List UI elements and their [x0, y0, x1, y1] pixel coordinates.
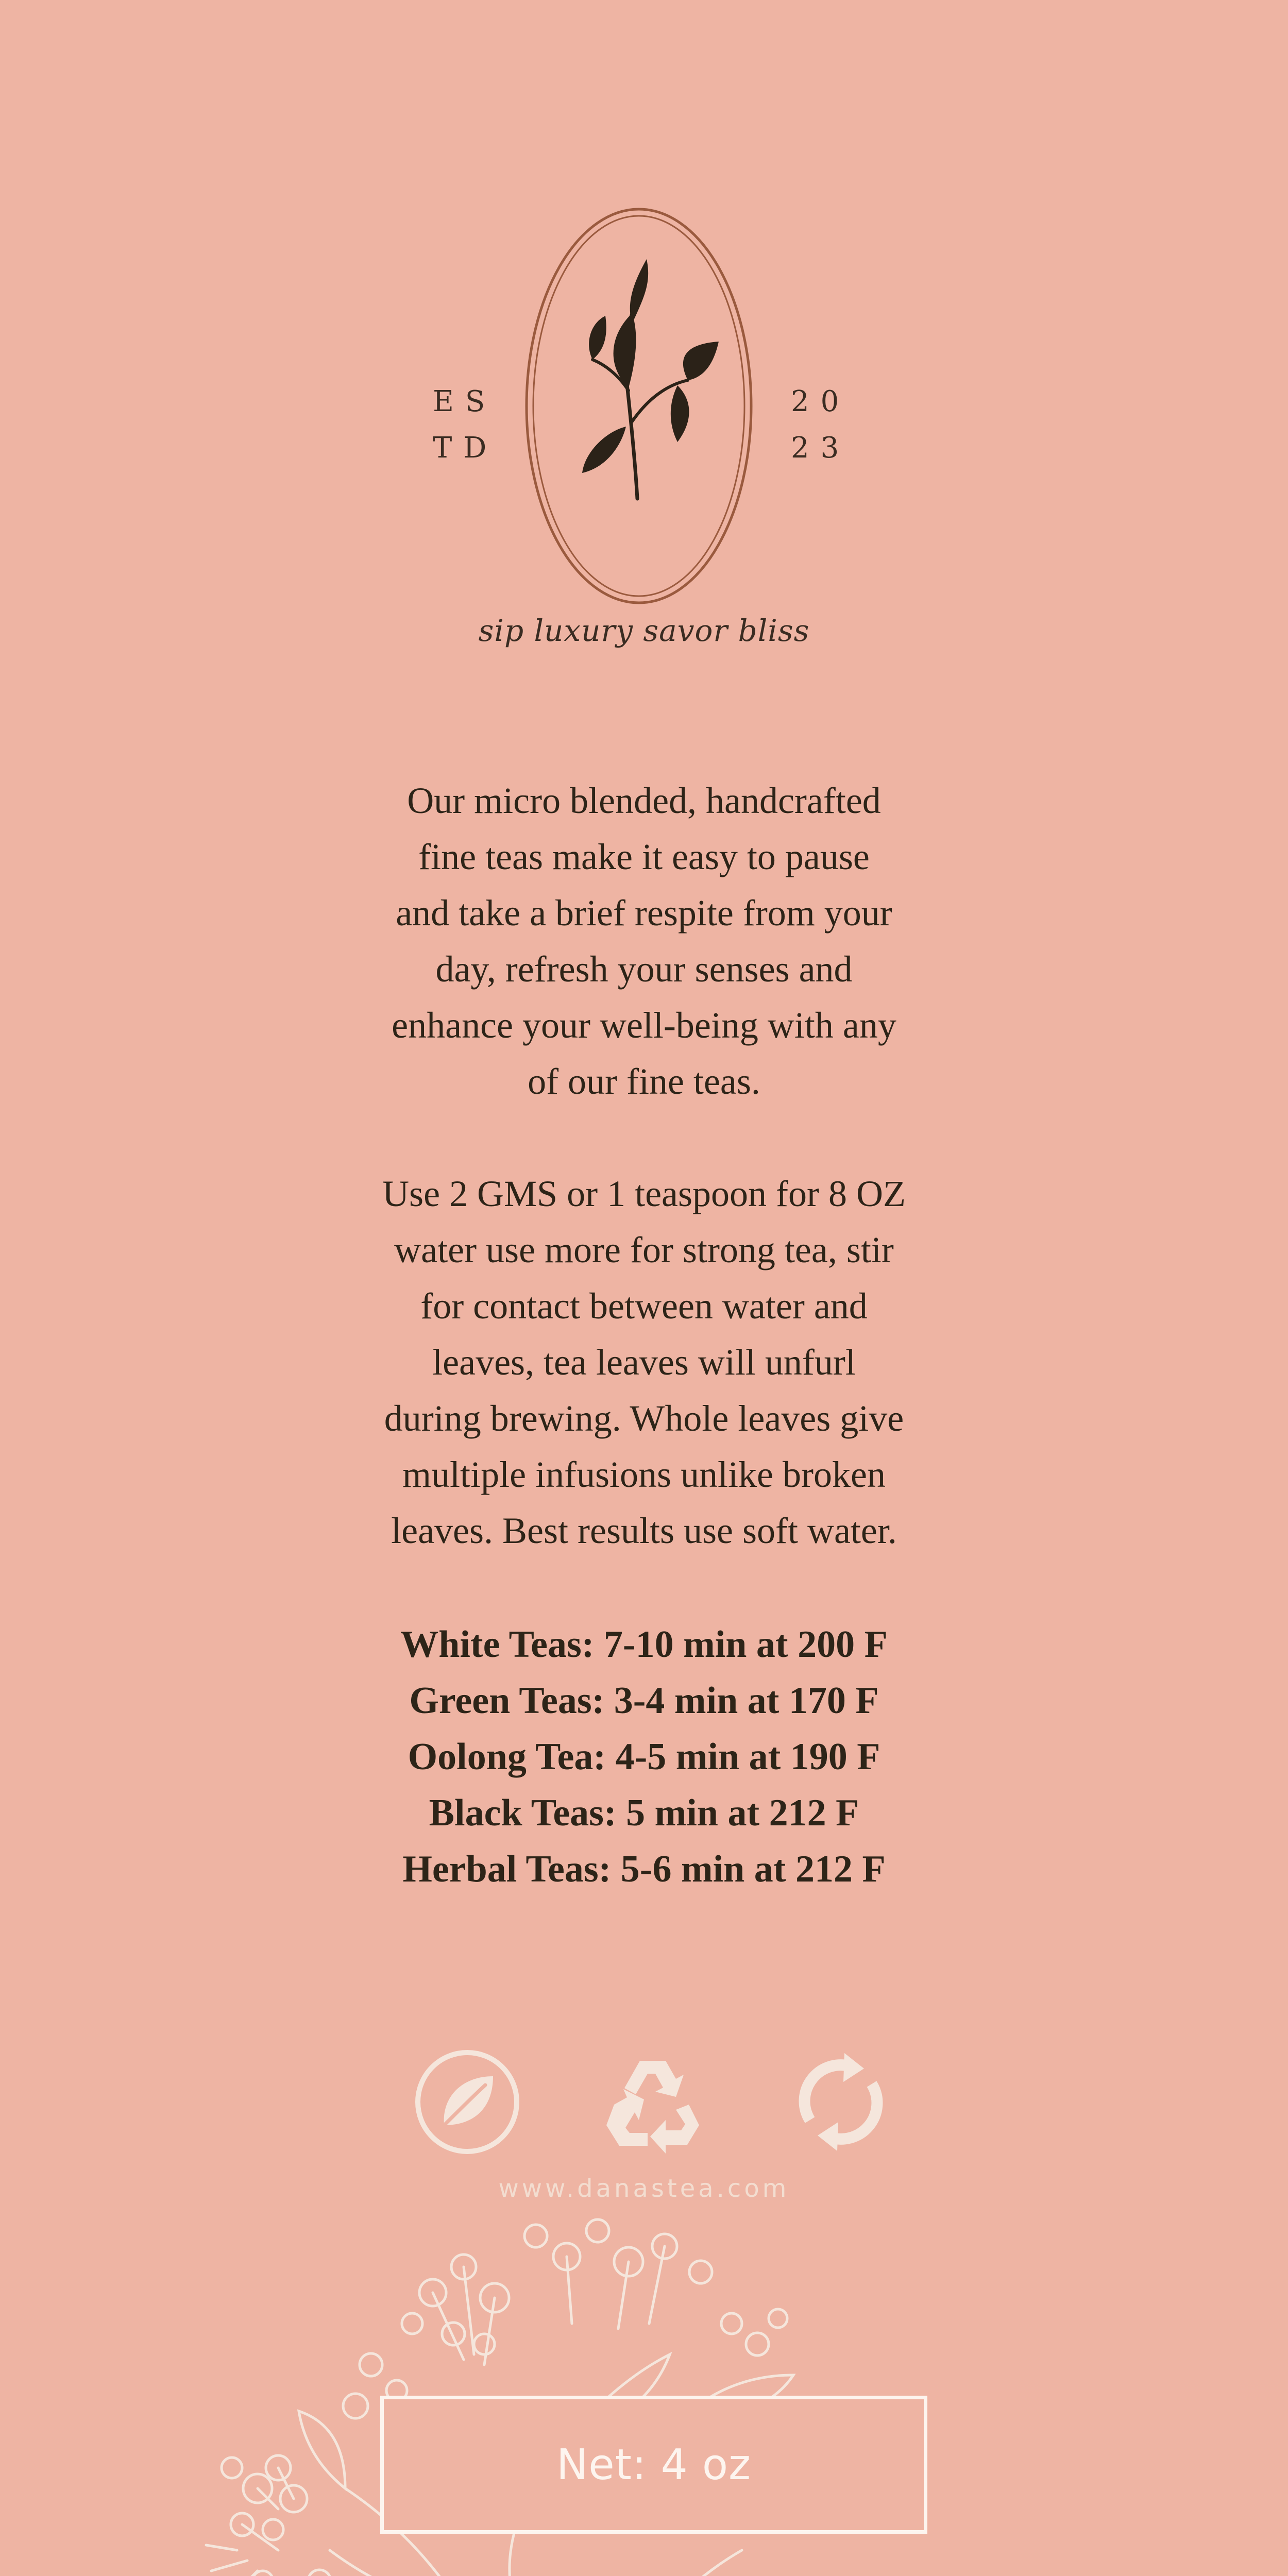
recycle-icon [599, 2048, 707, 2156]
year-text-1: 20 [791, 385, 851, 418]
refresh-cycle-icon [787, 2048, 895, 2156]
brew-time-green: Green Teas: 3-4 min at 170 F [409, 1680, 879, 1722]
copy-line: multiple infusions unlike broken [402, 1454, 886, 1495]
brew-time-white: White Teas: 7-10 min at 200 F [400, 1623, 888, 1666]
est-text-1: ES [433, 385, 497, 418]
est-label-left [433, 379, 500, 471]
description-paragraph-1 [330, 773, 958, 1110]
year-text-2: 23 [791, 431, 851, 465]
brew-time-black: Black Teas: 5 min at 212 F [429, 1792, 859, 1834]
copy-line: Our micro blended, handcrafted [407, 780, 881, 821]
copy-line: leaves. Best results use soft water. [391, 1510, 897, 1551]
description-paragraph-2 [330, 1166, 958, 1559]
net-weight-text: Net: 4 oz [556, 2440, 752, 2489]
brew-time-herbal: Herbal Teas: 5-6 min at 212 F [402, 1848, 886, 1890]
brew-time-oolong: Oolong Tea: 4-5 min at 190 F [408, 1736, 880, 1778]
leaf-circle-icon [413, 2048, 521, 2156]
net-weight-box [380, 2396, 927, 2534]
est-text-2: TD [433, 431, 498, 465]
copy-line: for contact between water and [420, 1285, 868, 1327]
website-link[interactable]: www.danastea.com [498, 2174, 790, 2203]
emblem-oval [523, 205, 755, 607]
tagline: sip luxury savor bliss [478, 613, 810, 648]
copy-line: day, refresh your senses and [435, 948, 853, 990]
copy-line: enhance your well-being with any [392, 1005, 896, 1046]
copy-line: leaves, tea leaves will unfurl [432, 1342, 856, 1383]
copy-line: of our fine teas. [528, 1061, 760, 1102]
est-year-right [791, 379, 863, 471]
copy-line: during brewing. Whole leaves give [384, 1398, 904, 1439]
copy-line: and take a brief respite from your [396, 892, 892, 934]
copy-line: fine teas make it easy to pause [418, 836, 870, 877]
description-copy [330, 773, 958, 1559]
copy-line: Use 2 GMS or 1 teaspoon for 8 OZ [382, 1173, 906, 1214]
copy-line: water use more for strong tea, stir [394, 1229, 894, 1270]
brewing-times [330, 1617, 958, 1897]
tea-sprig-icon [582, 259, 719, 499]
